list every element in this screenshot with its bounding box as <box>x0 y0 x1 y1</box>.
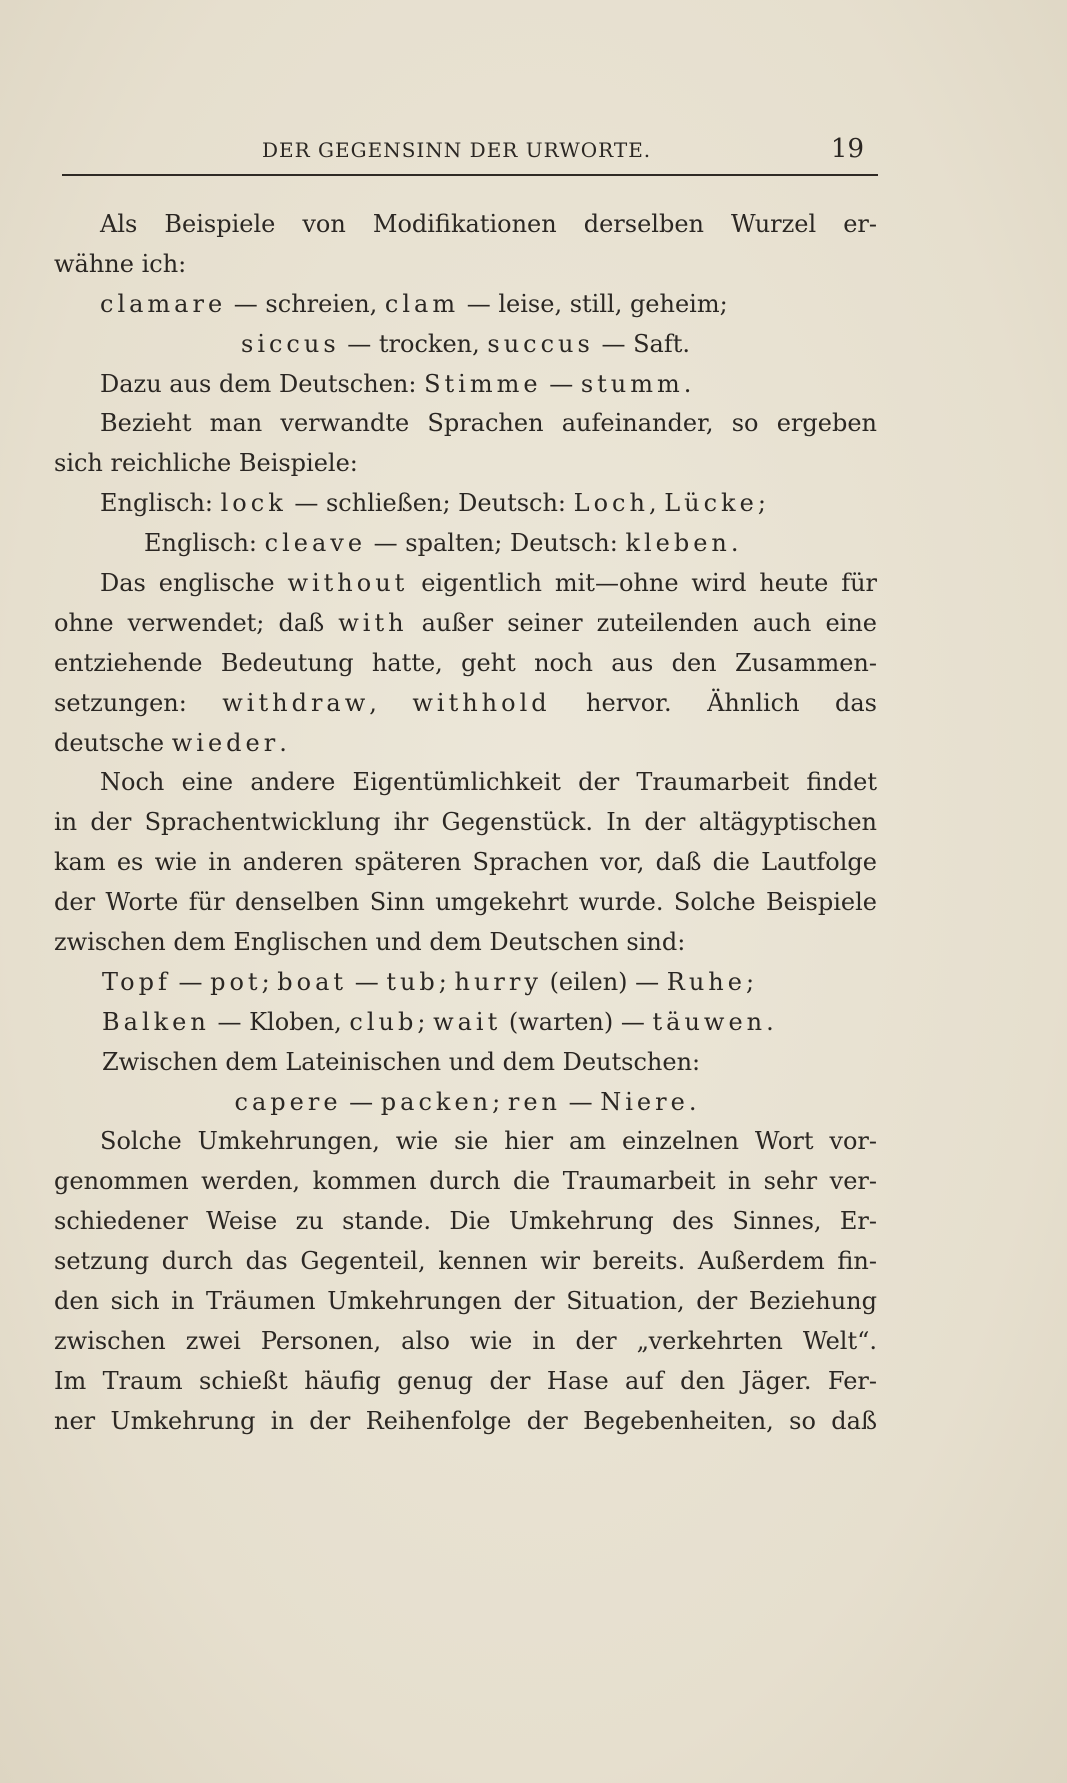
example-line <box>54 1083 877 1123</box>
spaced-word: wait <box>433 1007 502 1036</box>
text-line: zwischen dem Englischen und dem Deutschen sind: <box>54 928 686 957</box>
spaced-word: without <box>287 569 409 598</box>
text-line: wähne ich: <box>54 249 187 278</box>
example-line <box>54 1003 877 1043</box>
text-segment: deutsche <box>54 728 172 757</box>
text-segment: — trocken, <box>339 329 488 358</box>
text-line: Noch eine andere Eigentümlichkeit der Traumarbeit findet <box>100 768 877 797</box>
spaced-word: Niere <box>600 1087 689 1116</box>
text-segment: hervor. Ähnlich das <box>550 688 877 717</box>
text-line: Solche Umkehrungen, wie sie hier am einzelnen Wort vor- <box>100 1127 877 1156</box>
text-segment: außer seiner zuteilenden auch eine <box>407 608 878 637</box>
text-segment: eigentlich mit—ohne wird heute für <box>408 569 878 598</box>
spaced-word: Ruhe <box>666 967 746 996</box>
text-segment: ; <box>438 967 455 996</box>
spaced-word: Balken <box>102 1007 210 1036</box>
running-title: DER GEGENSINN DER URWORTE. <box>262 138 652 162</box>
text-segment: — leise, still, geheim; <box>459 289 728 318</box>
text-segment: ; <box>417 1007 434 1036</box>
spaced-word: siccus <box>241 329 340 358</box>
spaced-word: boat <box>277 967 348 996</box>
text-segment: . <box>683 369 692 398</box>
text-segment: , <box>648 489 665 518</box>
text-line: sich reichliche Beispiele: <box>54 449 358 478</box>
text-line: der Worte für denselben Sinn umgekehrt wurde. Solche Beispiele <box>54 888 877 917</box>
text-segment: . <box>688 1087 697 1116</box>
text-line <box>54 604 877 644</box>
page-number: 19 <box>830 134 864 164</box>
text-segment: Englisch: <box>144 529 265 558</box>
text-line <box>54 724 877 764</box>
text-segment: ; <box>261 967 278 996</box>
spaced-word: täuwen <box>652 1007 767 1036</box>
text-segment: Englisch: <box>100 489 221 518</box>
example-line <box>54 325 877 365</box>
example-line <box>54 484 877 524</box>
spaced-word: Lücke <box>664 489 758 518</box>
text-line: in der Sprachentwicklung ihr Gegenstück. In der altägyptischen <box>54 808 877 837</box>
text-segment: — <box>170 967 211 996</box>
text-segment: — <box>341 1087 381 1116</box>
text-line <box>54 684 877 724</box>
text-line: Als Beispiele von Modifikationen derselben Wurzel er- <box>100 210 877 238</box>
spaced-word: wieder <box>171 728 280 757</box>
spaced-word: Loch <box>573 489 649 518</box>
example-line <box>54 285 877 325</box>
text-segment: (eilen) — <box>541 967 667 996</box>
text-line: ner Umkehrung in der Reihenfolge der Begebenheiten, so daß <box>54 1406 877 1435</box>
spaced-word: with <box>338 608 408 637</box>
spaced-word: succus <box>487 329 594 358</box>
text-segment: setzungen: <box>54 688 223 717</box>
spaced-word: withhold <box>412 688 551 717</box>
text-line: Bezieht man verwandte Sprachen aufeinander, so ergeben <box>100 409 877 438</box>
spaced-word: lock <box>220 489 287 518</box>
text-segment: — Kloben, <box>209 1007 350 1036</box>
text-segment: (warten) — <box>501 1007 653 1036</box>
spaced-word: capere <box>234 1087 342 1116</box>
text-segment: — spalten; Deutsch: <box>366 529 626 558</box>
text-line: entziehende Bedeutung hatte, geht noch aus den Zusammen- <box>54 648 877 677</box>
text-segment: — Saft. <box>593 329 690 358</box>
spaced-word: hurry <box>454 967 542 996</box>
spaced-word: kleben <box>625 529 731 558</box>
spaced-word: Stimme <box>424 369 542 398</box>
spaced-word: clamare <box>100 289 227 318</box>
text-segment: . <box>730 529 739 558</box>
spaced-word: clam <box>384 289 460 318</box>
text-line: setzung durch das Gegenteil, kennen wir bereits. Außerdem fin- <box>54 1247 877 1276</box>
text-segment: ; <box>492 1087 508 1116</box>
text-line: Zwischen dem Lateinischen und dem Deutschen: <box>102 1047 701 1076</box>
example-line <box>54 963 877 1003</box>
text-segment: Das englische <box>100 569 288 598</box>
spaced-word: cleave <box>264 529 367 558</box>
spaced-word: pot <box>210 967 262 996</box>
example-line <box>54 365 877 405</box>
text-segment: Dazu aus dem Deutschen: <box>100 369 425 398</box>
text-segment: . <box>279 728 287 757</box>
text-segment: ; <box>757 489 766 518</box>
text-segment: — <box>541 369 581 398</box>
text-line: Im Traum schießt häufig genug der Hase auf den Jäger. Fer- <box>54 1366 877 1395</box>
text-segment: — schließen; Deutsch: <box>286 489 574 518</box>
text-line: den sich in Träumen Umkehrungen der Situation, der Beziehung <box>54 1287 877 1316</box>
text-segment: ; <box>745 967 755 996</box>
text-line: genommen werden, kommen durch die Traumarbeit in sehr ver- <box>54 1167 877 1196</box>
text-segment: . <box>766 1007 774 1036</box>
text-segment: ohne verwendet; daß <box>54 608 339 637</box>
page-header <box>62 134 878 176</box>
spaced-word: club <box>349 1007 418 1036</box>
spaced-word: ren <box>507 1087 561 1116</box>
spaced-word: Topf <box>102 967 171 996</box>
spaced-word: packen <box>380 1087 493 1116</box>
text-line: zwischen zwei Personen, also wie in der „verkehrten Welt“. <box>54 1326 877 1355</box>
text-segment: , <box>369 688 413 717</box>
text-line: schiedener Weise zu stande. Die Umkehrung des Sinnes, Er- <box>54 1207 877 1236</box>
spaced-word: tub <box>386 967 439 996</box>
text-segment: — schreien, <box>226 289 385 318</box>
text-segment: — <box>347 967 387 996</box>
spaced-word: stumm <box>580 369 684 398</box>
example-line <box>54 524 877 564</box>
text-segment: — <box>560 1087 601 1116</box>
spaced-word: withdraw <box>222 688 370 717</box>
text-line: kam es wie in anderen späteren Sprachen vor, daß die Lautfolge <box>54 848 877 877</box>
body-text <box>54 205 877 1442</box>
text-line <box>54 564 877 604</box>
